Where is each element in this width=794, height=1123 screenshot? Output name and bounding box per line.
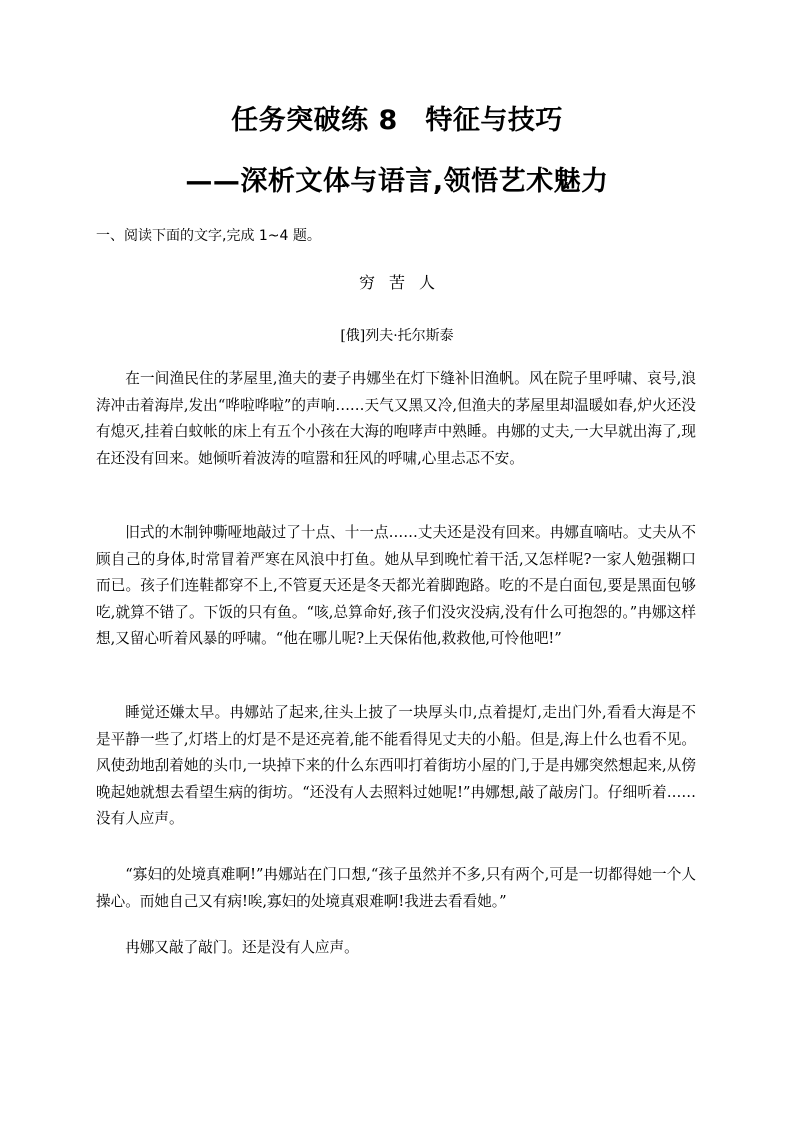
question-instruction: 一、阅读下面的文字,完成 1~4 题。 [96, 228, 321, 244]
story-paragraph: “寡妇的处境真难啊!”冉娜站在门口想,“孩子虽然并不多,只有两个,可是一切都得她一个人操心。而她自己又有病!唉,寡妇的处境真艰难啊!我进去看看她。” [96, 866, 696, 910]
story-author: [俄]列夫·托尔斯泰 [340, 328, 454, 344]
page-title: 任务突破练 8 特征与技巧 [231, 105, 563, 136]
page-subtitle: ——深析文体与语言,领悟艺术魅力 [185, 166, 609, 197]
story-title: 穷苦人 [358, 273, 449, 292]
story-paragraph: 冉娜又敲了敲门。还是没有人应声。 [125, 939, 359, 956]
story-paragraph: 睡觉还嫌太早。冉娜站了起来,往头上披了一块厚头巾,点着提灯,走出门外,看看大海是不是平静一些了,灯塔上的灯是不是还亮着,能不能看得见丈夫的小船。但是,海上什么也看不见。风使劲地刮着她的头巾,一块掉下来的什么东西叩打着街坊小屋的门,于是冉娜突然想起来,从傍晚起她就想去看望生病的街坊。“还没有人去照料过她呢!”冉娜想,敲了敲房门。仔细听着……没有人应声。 [96, 704, 696, 828]
story-paragraph: 旧式的木制钟嘶哑地敲过了十点、十一点……丈夫还是没有回来。冉娜直嘀咕。丈夫从不顾自己的身体,时常冒着严寒在风浪中打鱼。她从早到晚忙着干活,又怎样呢?一家人勉强糊口而已。孩子们连鞋都穿不上,不管夏天还是冬天都光着脚跑路。吃的不是白面包,要是黑面包够吃,就算不错了。下饭的只有鱼。“咳,总算命好,孩子们没灾没病,没有什么可抱怨的。”冉娜这样想,又留心听着风暴的呼啸。“他在哪儿呢?上天保佑他,救救他,可怜他吧!” [96, 524, 696, 648]
story-paragraph: 在一间渔民住的茅屋里,渔夫的妻子冉娜坐在灯下缝补旧渔帆。风在院子里呼啸、哀号,浪涛冲击着海岸,发出“哗啦哗啦”的声响……天气又黑又冷,但渔夫的茅屋里却温暖如春,炉火还没有熄灭,挂着白蚊帐的床上有五个小孩在大海的咆哮声中熟睡。冉娜的丈夫,一大早就出海了,现在还没有回来。她倾听着波涛的喧嚣和狂风的呼啸,心里忐忑不安。 [96, 370, 696, 467]
